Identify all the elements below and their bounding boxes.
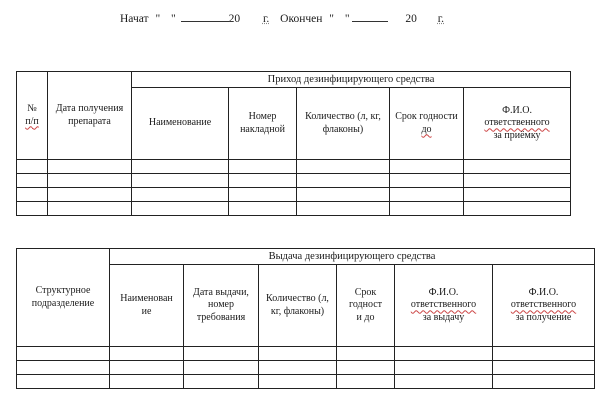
- ended-quote-open: ": [329, 13, 334, 25]
- table-cell[interactable]: [48, 174, 132, 188]
- issue-group-header: Выдача дезинфицирующего средства: [110, 249, 595, 265]
- table-row: [17, 174, 571, 188]
- journal-period-line: [120, 12, 444, 25]
- ended-year-suffix: г.: [437, 13, 444, 25]
- ended-label: Окончен: [280, 13, 323, 25]
- table-cell[interactable]: [464, 188, 571, 202]
- table-cell[interactable]: [390, 174, 464, 188]
- table-cell[interactable]: [493, 375, 595, 389]
- table-cell[interactable]: [297, 202, 390, 216]
- intake-col-invoice: Номер накладной: [229, 88, 297, 160]
- table-cell[interactable]: [464, 160, 571, 174]
- table-cell[interactable]: [229, 202, 297, 216]
- intake-col-responsible-c: за приёмку: [493, 129, 541, 141]
- table-cell[interactable]: [337, 375, 395, 389]
- issue-col-unit: Структурное подразделение: [17, 249, 110, 347]
- started-label: Начат: [120, 13, 149, 25]
- issue-col-responsible-issue-a: Ф.И.О.: [428, 286, 459, 298]
- table-cell[interactable]: [48, 160, 132, 174]
- table-cell[interactable]: [132, 160, 229, 174]
- intake-table: [16, 71, 571, 216]
- issue-col-responsible-receive-c: за получение: [515, 311, 572, 323]
- table-row: [17, 347, 595, 361]
- table-cell[interactable]: [464, 202, 571, 216]
- intake-group-header: Приход дезинфицирующего средства: [132, 72, 571, 88]
- table-row: [17, 188, 571, 202]
- table-cell[interactable]: [48, 202, 132, 216]
- intake-col-responsible-b: ответственного: [484, 117, 550, 129]
- table-cell[interactable]: [395, 361, 493, 375]
- issue-col-name-a: Наименован: [120, 293, 173, 304]
- table-cell[interactable]: [464, 174, 571, 188]
- table-cell[interactable]: [184, 361, 259, 375]
- table-cell[interactable]: [132, 188, 229, 202]
- intake-col-responsible-a: Ф.И.О.: [502, 104, 532, 116]
- started-quote-open: ": [155, 13, 161, 25]
- table-cell[interactable]: [297, 188, 390, 202]
- table-cell[interactable]: [493, 361, 595, 375]
- table-cell[interactable]: [229, 160, 297, 174]
- intake-col-date: Дата получения препарата: [48, 72, 132, 160]
- started-quote-close: ": [171, 13, 176, 25]
- ended-year-prefix: 20: [405, 13, 417, 25]
- table-cell[interactable]: [17, 160, 48, 174]
- table-cell[interactable]: [17, 202, 48, 216]
- intake-col-expiry-b: до: [421, 123, 432, 135]
- issue-col-responsible-receive: [493, 265, 595, 347]
- table-cell[interactable]: [110, 375, 184, 389]
- ended-quote-close: ": [344, 13, 350, 25]
- table-cell[interactable]: [229, 188, 297, 202]
- table-cell[interactable]: [17, 347, 110, 361]
- issue-table: [16, 248, 595, 389]
- started-year-suffix: г.: [262, 13, 270, 25]
- table-cell[interactable]: [337, 347, 395, 361]
- table-cell[interactable]: [297, 174, 390, 188]
- table-cell[interactable]: [337, 361, 395, 375]
- intake-col-number-b: п/п: [25, 115, 39, 127]
- issue-col-expiry: [337, 265, 395, 347]
- issue-col-expiry-a: Срок годност: [348, 286, 383, 311]
- table-row: [17, 202, 571, 216]
- table-cell[interactable]: [390, 202, 464, 216]
- issue-col-name: [110, 265, 184, 347]
- issue-col-responsible-receive-a: Ф.И.О.: [528, 286, 559, 298]
- started-month-blank: [181, 12, 229, 22]
- issue-col-responsible-issue: [395, 265, 493, 347]
- intake-col-name: Наименование: [132, 88, 229, 160]
- table-cell[interactable]: [17, 174, 48, 188]
- table-row: [17, 375, 595, 389]
- table-cell[interactable]: [259, 347, 337, 361]
- intake-col-number: [17, 72, 48, 160]
- table-cell[interactable]: [132, 202, 229, 216]
- table-row: [17, 160, 571, 174]
- intake-col-number-a: №: [27, 103, 37, 114]
- table-cell[interactable]: [184, 347, 259, 361]
- issue-col-date: Дата выдачи, номер требования: [184, 265, 259, 347]
- issue-col-responsible-issue-c: за выдачу: [422, 311, 465, 323]
- table-cell[interactable]: [390, 188, 464, 202]
- started-year-prefix: 20: [228, 13, 241, 25]
- table-cell[interactable]: [17, 375, 110, 389]
- table-cell[interactable]: [184, 375, 259, 389]
- table-cell[interactable]: [259, 361, 337, 375]
- issue-col-quantity: Количество (л, кг, флаконы): [259, 265, 337, 347]
- table-cell[interactable]: [110, 347, 184, 361]
- intake-col-expiry-a: Срок годности: [395, 111, 458, 122]
- table-cell[interactable]: [17, 361, 110, 375]
- intake-col-expiry: [390, 88, 464, 160]
- issue-col-expiry-b: и до: [356, 311, 375, 323]
- table-cell[interactable]: [493, 347, 595, 361]
- intake-col-responsible: [464, 88, 571, 160]
- intake-col-quantity: Количество (л, кг, флаконы): [297, 88, 390, 160]
- table-cell[interactable]: [259, 375, 337, 389]
- table-cell[interactable]: [395, 375, 493, 389]
- table-cell[interactable]: [297, 160, 390, 174]
- table-cell[interactable]: [110, 361, 184, 375]
- table-cell[interactable]: [395, 347, 493, 361]
- issue-col-responsible-receive-b: ответственного: [510, 299, 577, 311]
- table-cell[interactable]: [17, 188, 48, 202]
- ended-month-blank: [352, 12, 388, 22]
- issue-col-name-b: ие: [141, 305, 152, 317]
- issue-col-responsible-issue-b: ответственного: [410, 299, 477, 311]
- table-cell[interactable]: [390, 160, 464, 174]
- table-row: [17, 361, 595, 375]
- table-cell[interactable]: [48, 188, 132, 202]
- table-cell[interactable]: [132, 174, 229, 188]
- table-cell[interactable]: [229, 174, 297, 188]
